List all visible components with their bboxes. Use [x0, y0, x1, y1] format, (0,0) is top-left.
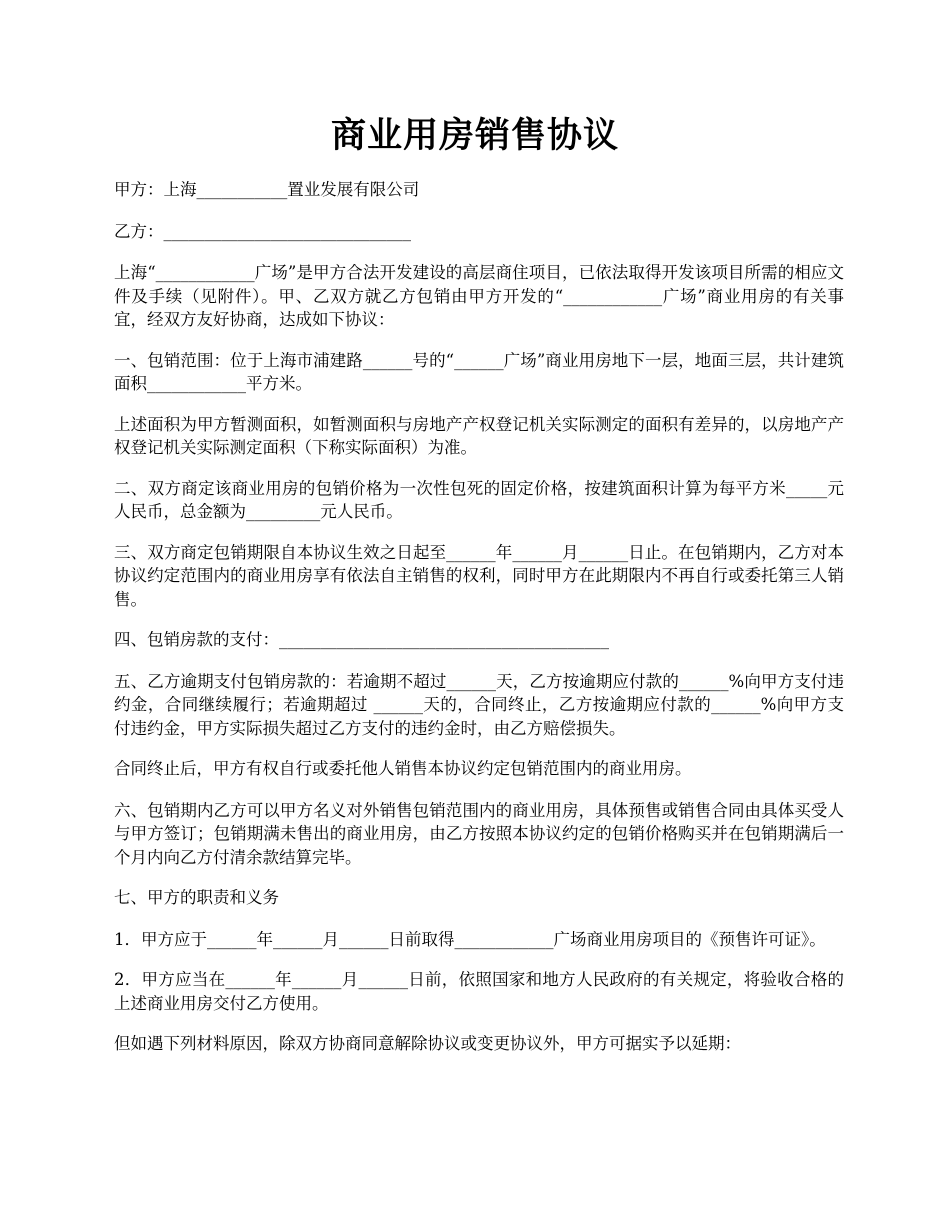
preamble-paragraph: 上海“____________广场”是甲方合法开发建设的高层商住项目，已依法取得开发该项目所需的相应文件及手续（见附件）。甲、乙双方就乙方包销由甲方开发的“____________广场”商业用房的有关事宜，经双方友好协商，达成如下协议： — [114, 263, 844, 329]
party-b-line: 乙方：______________________________ — [114, 221, 411, 241]
clause-1-scope: 一、包销范围：位于上海市浦建路______号的“______广场”商业用房地下一层，地面三层，共计建筑面积____________平方米。 — [114, 350, 844, 393]
clause-2-price: 二、双方商定该商业用房的包销价格为一次性包死的固定价格，按建筑面积计算为每平方米_____元人民币，总金额为_________元人民币。 — [114, 478, 844, 521]
document-title: 商业用房销售协议 — [330, 115, 619, 156]
document-body — [114, 178, 844, 1074]
clause-7-item-2: 2．甲方应当在______年______月______日前，依照国家和地方人民政府的有关规定，将验收合格的上述商业用房交付乙方使用。 — [114, 970, 844, 1013]
clause-4-payment: 四、包销房款的支付：________________________________________ — [114, 630, 609, 649]
delay-exception-paragraph: 但如遇下列材料原因，除双方协商同意解除协议或变更协议外，甲方可据实予以延期： — [114, 1034, 741, 1053]
clause-7-heading: 七、甲方的职责和义务 — [114, 888, 279, 907]
party-a-line: 甲方：上海___________置业发展有限公司 — [114, 180, 420, 199]
clause-7-item-1: 1．甲方应于______年______月______日前取得____________广场商业用房项目的《预售许可证》。 — [114, 929, 826, 949]
clause-5-termination-note: 合同终止后，甲方有权自行或委托他人销售本协议约定包销范围内的商业用房。 — [114, 759, 692, 778]
clause-5-late-payment: 五、乙方逾期支付包销房款的：若逾期不超过______天，乙方按逾期应付款的______%向甲方支付违约金，合同继续履行；若逾期超过 ______天的，合同终止，乙方按逾期应付款的______%向甲方支付违约金，甲方实际损失超过乙方支付的违约金时，由乙方赔偿损失。 — [114, 671, 844, 738]
clause-1-area-note: 上述面积为甲方暂测面积，如暂测面积与房地产产权登记机关实际测定的面积有差异的，以房地产产权登记机关实际测定面积（下称实际面积）为准。 — [114, 414, 844, 457]
clause-6-sales: 六、包销期内乙方可以甲方名义对外销售包销范围内的商业用房，具体预售或销售合同由具体买受人与甲方签订；包销期满未售出的商业用房，由乙方按照本协议约定的包销价格购买并在包销期满后一个月内向乙方付清余款结算完毕。 — [114, 800, 844, 867]
clause-3-period: 三、双方商定包销期限自本协议生效之日起至______年______月______日止。在包销期内，乙方对本协议约定范围内的商业用房享有依法自主销售的权利，同时甲方在此期限内不再自行或委托第三人销售。 — [114, 542, 844, 609]
